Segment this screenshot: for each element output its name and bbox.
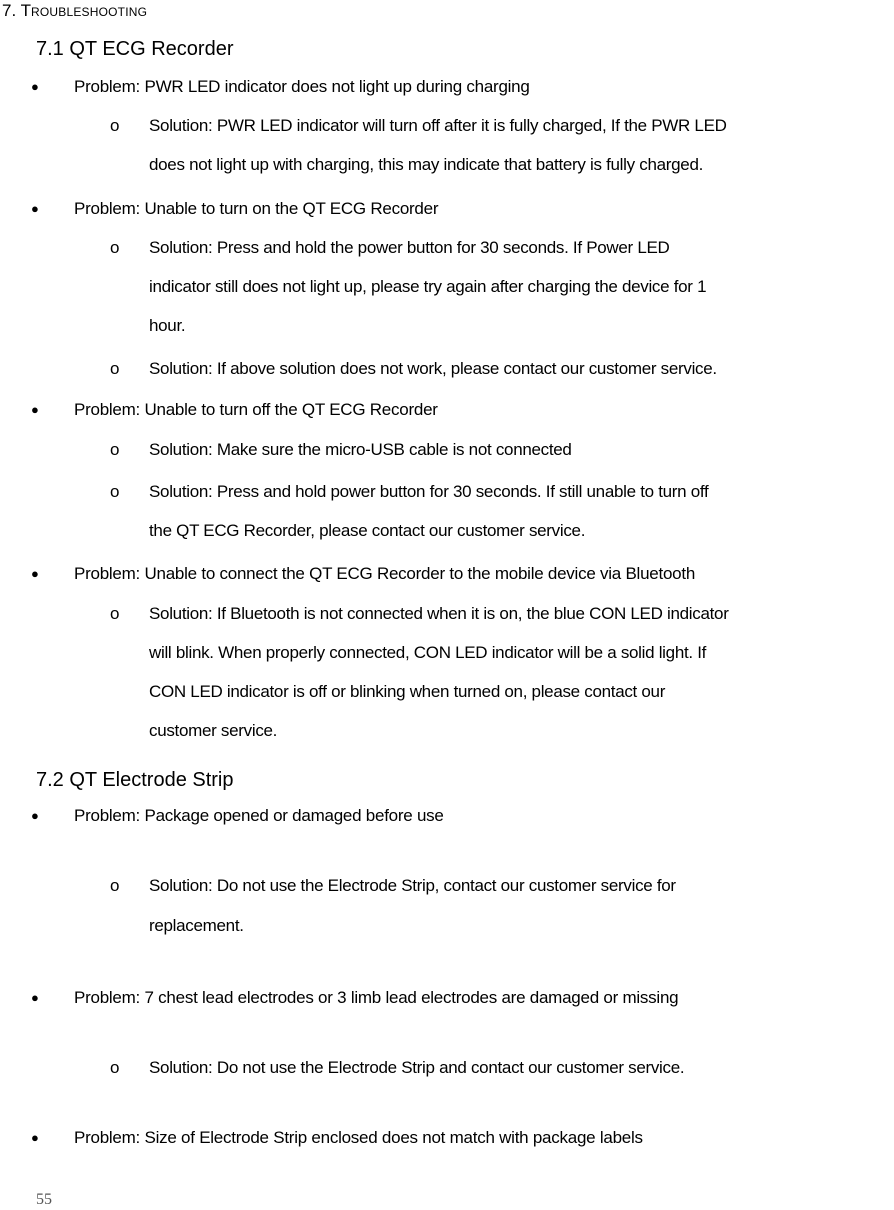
bullet-icon: ● bbox=[31, 1130, 39, 1145]
solution-text: Solution: Make sure the micro-USB cable is not connected bbox=[149, 440, 572, 459]
solution-text: Solution: Do not use the Electrode Strip and contact our customer service. bbox=[149, 1058, 685, 1077]
solution-text: Solution: Press and hold power button for 30 seconds. If still unable to turn off bbox=[149, 482, 709, 501]
solution-text-continued: replacement. bbox=[149, 916, 244, 935]
solution-text: Solution: Press and hold the power button for 30 seconds. If Power LED bbox=[149, 238, 670, 257]
problem-text: Problem: 7 chest lead electrodes or 3 limb lead electrodes are damaged or missing bbox=[74, 988, 679, 1007]
sub-bullet-icon: o bbox=[110, 116, 120, 135]
bullet-icon: ● bbox=[31, 566, 39, 581]
problem-text: Problem: Unable to turn on the QT ECG Recorder bbox=[74, 199, 439, 218]
bullet-icon: ● bbox=[31, 201, 39, 216]
solution-text-continued: CON LED indicator is off or blinking when turned on, please contact our bbox=[149, 682, 666, 701]
bullet-icon: ● bbox=[31, 808, 39, 823]
bullet-icon: ● bbox=[31, 79, 39, 94]
bullet-icon: ● bbox=[31, 402, 39, 417]
sub-bullet-icon: o bbox=[110, 359, 120, 378]
sub-bullet-icon: o bbox=[110, 604, 120, 623]
section-title-7-2: 7.2 QT Electrode Strip bbox=[36, 769, 234, 791]
bullet-icon: ● bbox=[31, 990, 39, 1005]
solution-text: Solution: If Bluetooth is not connected when it is on, the blue CON LED indicator bbox=[149, 604, 729, 623]
solution-text: Solution: If above solution does not work, please contact our customer service. bbox=[149, 359, 717, 378]
solution-text: Solution: Do not use the Electrode Strip, contact our customer service for bbox=[149, 876, 676, 895]
section-title-7-1: 7.1 QT ECG Recorder bbox=[36, 38, 234, 60]
page-number: 55 bbox=[36, 1191, 52, 1208]
problem-text: Problem: Unable to turn off the QT ECG Recorder bbox=[74, 400, 438, 419]
sub-bullet-icon: o bbox=[110, 1058, 120, 1077]
sub-bullet-icon: o bbox=[110, 238, 120, 257]
problem-text: Problem: Size of Electrode Strip enclosed does not match with package labels bbox=[74, 1128, 643, 1147]
sub-bullet-icon: o bbox=[110, 876, 120, 895]
problem-text: Problem: Package opened or damaged before use bbox=[74, 806, 444, 825]
solution-text-continued: indicator still does not light up, please try again after charging the device for 1 bbox=[149, 277, 707, 296]
sub-bullet-icon: o bbox=[110, 440, 120, 459]
sub-bullet-icon: o bbox=[110, 482, 120, 501]
problem-text: Problem: PWR LED indicator does not light up during charging bbox=[74, 77, 530, 96]
problem-text: Problem: Unable to connect the QT ECG Recorder to the mobile device via Bluetooth bbox=[74, 564, 696, 583]
chapter-heading: 7. TROUBLESHOOTING bbox=[2, 1, 148, 20]
solution-text: Solution: PWR LED indicator will turn off after it is fully charged, If the PWR LED bbox=[149, 116, 727, 135]
solution-text-continued: hour. bbox=[149, 316, 186, 335]
solution-text-continued: does not light up with charging, this may indicate that battery is fully charged. bbox=[149, 155, 704, 174]
solution-text-continued: customer service. bbox=[149, 721, 278, 740]
solution-text-continued: the QT ECG Recorder, please contact our customer service. bbox=[149, 521, 586, 540]
solution-text-continued: will blink. When properly connected, CON LED indicator will be a solid light. If bbox=[149, 643, 707, 662]
